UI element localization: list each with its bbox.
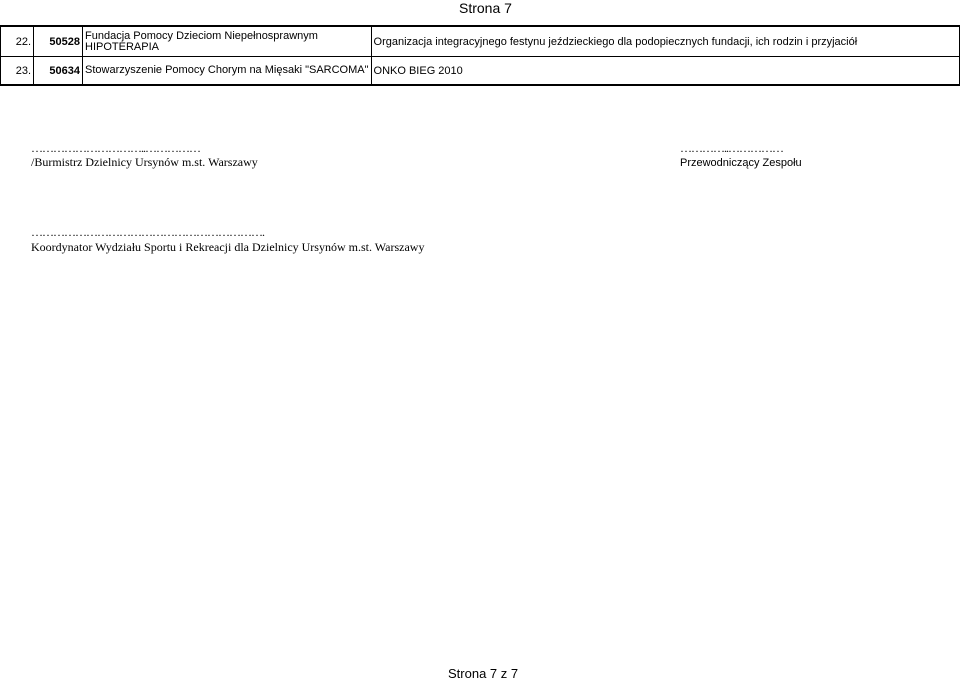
organization-name	[83, 26, 372, 57]
coordinator-signature-label: Koordynator Wydziału Sportu i Rekreacji dla Dzielnicy Ursynów m.st. Warszawy	[31, 240, 425, 254]
offer-id: 50634	[34, 57, 83, 86]
task-title: Organizacja integracyjnego festynu jeździeckiego dla podopiecznych fundacji, ich rodzin i przyjaciół	[371, 26, 959, 57]
grants-table	[0, 25, 960, 86]
page-header: Strona 7	[459, 0, 512, 16]
mayor-signature-line: …………………………..……………	[31, 141, 200, 155]
task-title: ONKO BIEG 2010	[371, 57, 959, 86]
row-number: 22.	[1, 26, 34, 57]
organization-name-line1: Fundacja Pomocy Dzieciom Niepełnosprawnym	[85, 29, 318, 42]
page-footer: Strona 7 z 7	[448, 666, 519, 681]
mayor-signature-label: /Burmistrz Dzielnicy Ursynów m.st. Warszawy	[31, 155, 258, 169]
organization-name-line2: HIPOTERAPIA	[85, 40, 159, 53]
chair-signature-line: …………..……………	[680, 141, 783, 155]
chair-signature-label: Przewodniczący Zespołu	[680, 157, 802, 169]
row-number: 23.	[1, 57, 34, 86]
table-row	[1, 57, 960, 86]
table-row	[1, 26, 960, 57]
coordinator-signature-line: ……………………………………………………….	[31, 225, 264, 239]
offer-id: 50528	[34, 26, 83, 57]
organization-name: Stowarzyszenie Pomocy Chorym na Mięsaki "SARCOMA"	[83, 57, 372, 86]
